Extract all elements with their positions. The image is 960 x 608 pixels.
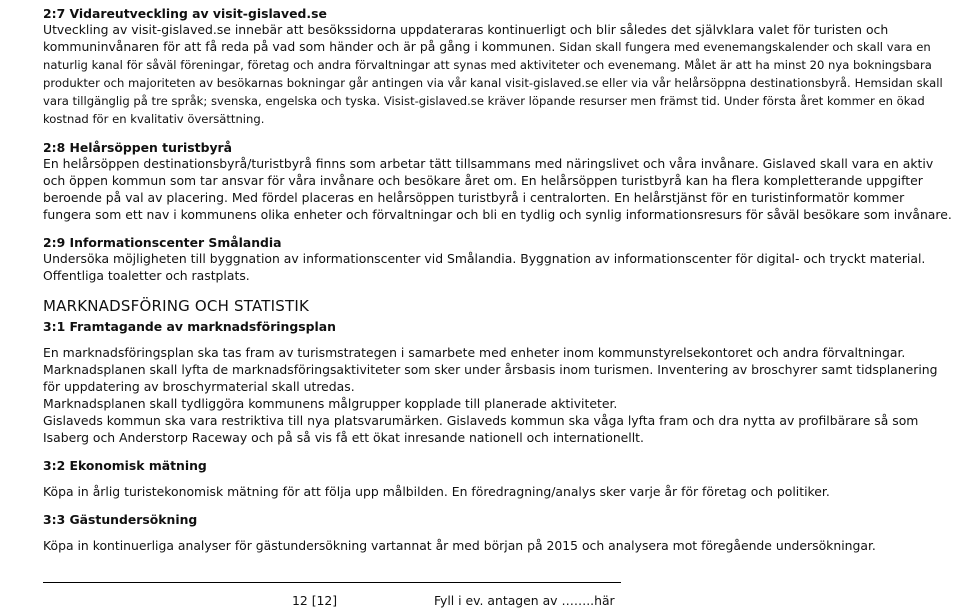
section-2-7-text-1: Utveckling av visit-gislaved.se innebär att besökssidorna uppdateraras kontinuerligt och blir således det självklara valet för turisten och kommuninvånaren för att få reda på vad som händer och är på gång i kommunen. xyxy=(43,22,889,54)
section-3-2-body: Köpa in årlig turistekonomisk mätning för att följa upp målbilden. En föredragning/analys sker varje år för företag och politiker. xyxy=(43,484,830,499)
section-2-7-text-4: Hemsidan skall vara tillgänglig på tre språk; svenska, engelska och tyska. Visist-gislaved.se kräver löpande resurser men främst tid. Under första året kommer en ökad kostnad för en kvalitativ översättning. xyxy=(43,76,943,126)
footer-page-number: 12 [12] xyxy=(292,593,338,608)
section-2-7-text-3: Målet är att ha minst 20 nya bokningsbara produkter och majoriteten av besökarnas bokningar går antingen via vår kanal visit-gislaved.se eller via vår helårsöppna destinationsbyrå. xyxy=(43,58,932,90)
section-3-3-heading: 3:3 Gästundersökning xyxy=(43,512,198,527)
section-2-8-body: En helårsöppen destinationsbyrå/turistbyrå finns som arbetar tätt tillsammans med näringslivet och våra invånare. Gislaved skall vara en aktiv och öppen kommun som tar ansvar för våra invånare och besökare året om. En helårsöppen turistbyrå kan ha flera kompletterande uppgifter beroende på val av placering. Med fördel placeras en helårsöppen turistbyrå i centralorten. En helårstjänst för en turistinformatör kommer fungera som ett nav i kommunens olika enheter och förvaltningar och bli en tydlig och synlig informationsresurs för såväl besökare som invånare. xyxy=(43,156,952,222)
section-3-1-paragraph-3: Gislaveds kommun ska vara restriktiva till nya platsvarumärken. Gislaveds kommun ska våga lyfta fram och dra nytta av profilbärare så som Isaberg och Anderstorp Raceway och på så vis få ett ökat inresande nationell och internationellt. xyxy=(43,413,919,445)
marketing-title: MARKNADSFÖRING OCH STATISTIK xyxy=(43,297,309,315)
footer-divider xyxy=(43,582,621,583)
section-3-1-paragraph-2: Marknadsplanen skall tydliggöra kommunens målgrupper kopplade till planerade aktiviteter. xyxy=(43,396,618,411)
footer-note: Fyll i ev. antagen av ……..här xyxy=(434,593,615,608)
section-2-9-body: Undersöka möjligheten till byggnation av informationscenter vid Smålandia. Byggnation av informationscenter för digital- och tryckt material. Offentliga toaletter och rastplats. xyxy=(43,251,926,283)
section-3-2-heading: 3:2 Ekonomisk mätning xyxy=(43,458,207,473)
section-2-8-heading: 2:8 Helårsöppen turistbyrå xyxy=(43,140,232,155)
section-2-7-paragraph xyxy=(43,21,953,128)
section-3-3-body: Köpa in kontinuerliga analyser för gästundersökning vartannat år med början på 2015 och analysera mot föregående undersökningar. xyxy=(43,538,876,553)
section-2-9-heading: 2:9 Informationscenter Smålandia xyxy=(43,235,282,250)
document-page xyxy=(43,0,953,554)
section-2-7-heading: 2:7 Vidareutveckling av visit-gislaved.se xyxy=(43,6,327,21)
section-2-7-text-2: Sidan skall fungera med evenemangskalender och skall vara en naturlig kanal för såväl föreningar, företag och andra förvaltningar att synas med aktiviteter och evenemang. xyxy=(43,40,931,72)
section-3-1-paragraph-1: En marknadsföringsplan ska tas fram av turismstrategen i samarbete med enheter inom kommunstyrelsekontoret och andra förvaltningar. Marknadsplanen skall lyfta de marknadsföringsaktiviteter som sker under årsbasis inom turismen. Inventering av broschyrer samt tidsplanering för uppdatering av broschyrmaterial skall utredas. xyxy=(43,345,938,394)
section-3-1-heading: 3:1 Framtagande av marknadsföringsplan xyxy=(43,319,336,334)
